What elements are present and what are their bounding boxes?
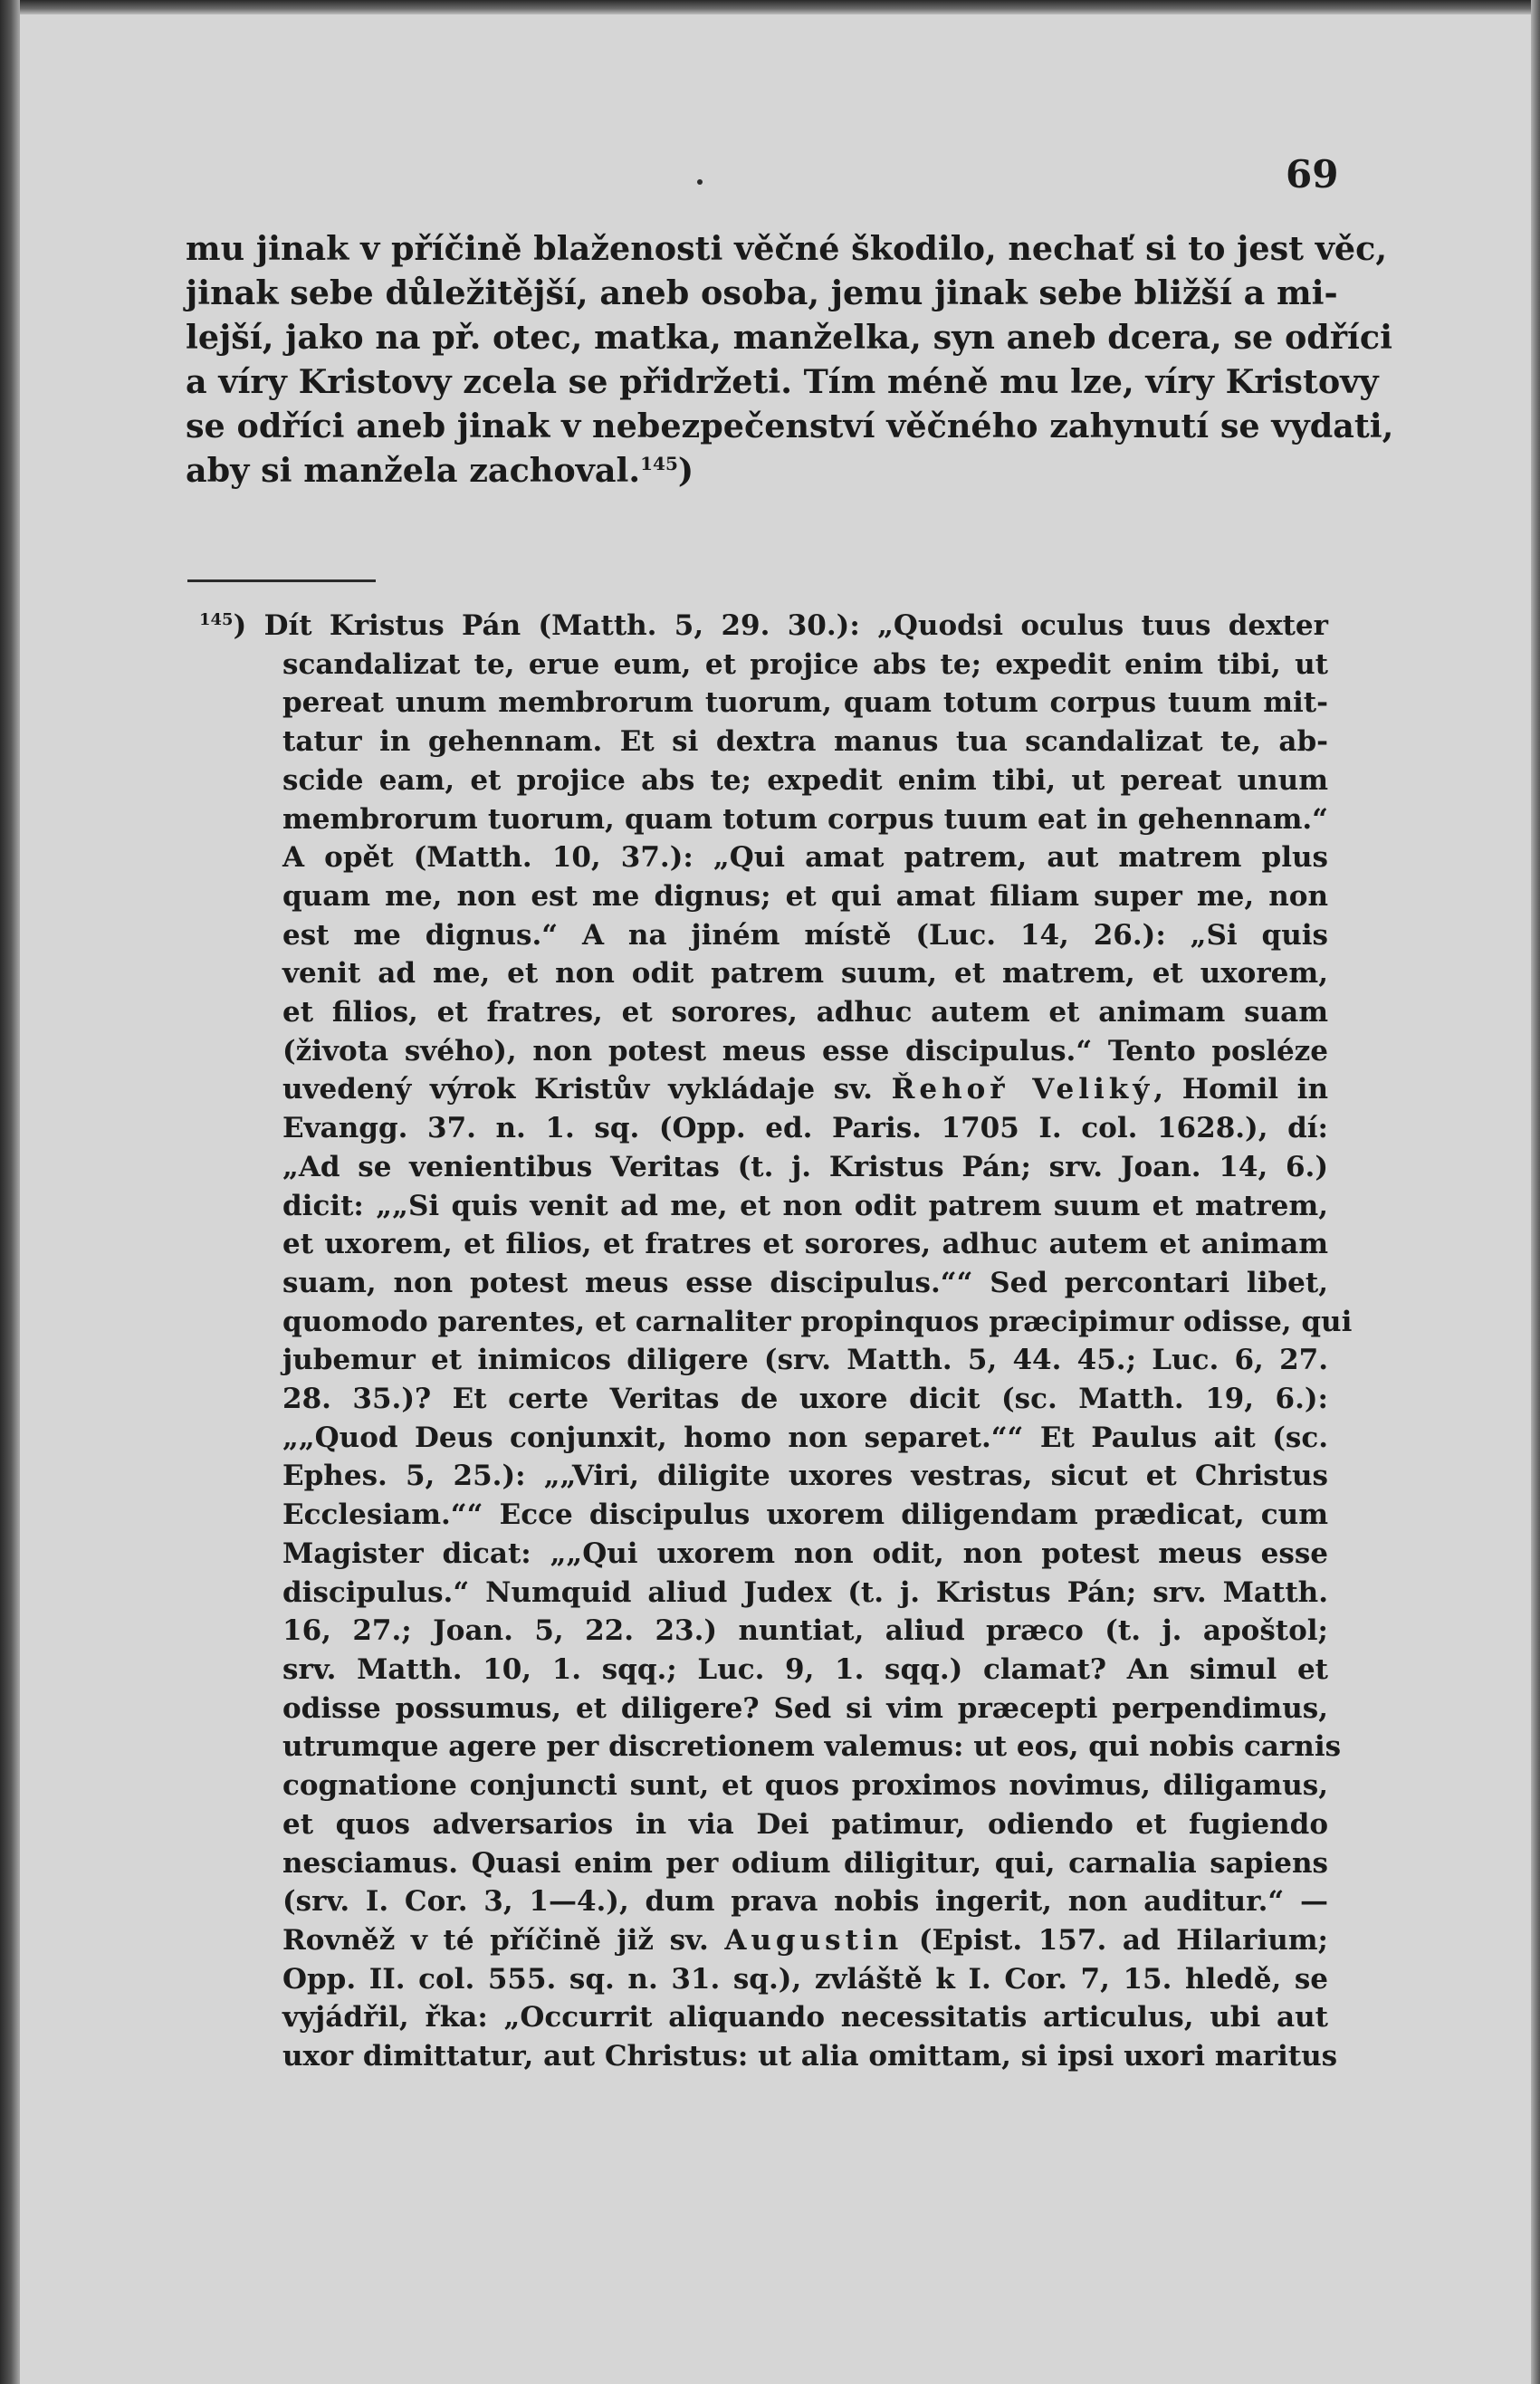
footnote-line: est me dignus.“ A na jiném místě (Luc. 14, 26.): „Si quis (282, 918, 1328, 952)
footnote-line: scandalizat te, erue eum, et projice abs te; expedit enim tibi, ut (282, 647, 1328, 681)
scan-edge-left (0, 0, 20, 2384)
page-number: 69 (1286, 152, 1339, 196)
footnote-reference-paren: ) (677, 451, 694, 490)
footnote-line: Evangg. 37. n. 1. sq. (Opp. ed. Paris. 1705 I. col. 1628.), dí: (282, 1112, 1328, 1145)
footnote-line: (srv. I. Cor. 3, 1—4.), dum prava nobis ingerit, non auditur.“ — (282, 1885, 1328, 1919)
footnote-marker: $^{145}$) (199, 609, 247, 642)
footnote-line: suam, non potest meus esse discipulus.““ Sed percontari libet, (282, 1266, 1328, 1299)
footnote-line: quam me, non est me dignus; et qui amat filiam super me, non (282, 879, 1328, 913)
footnote-line: nesciamus. Quasi enim per odium diligitur, qui, carnalia sapiens (282, 1846, 1328, 1880)
footnote-line: 16, 27.; Joan. 5, 22. 23.) nuntiat, aliud præco (t. j. apoštol; (282, 1614, 1328, 1648)
text-line: a víry Kristovy zcela se přidržeti. Tím méně mu lze, víry Kristovy (186, 362, 1379, 401)
text-line-content: aby si manžela zachoval. (186, 451, 641, 490)
footnote-reference: 145 (640, 453, 678, 474)
footnote-line: odisse possumus, et diligere? Sed si vim præcepti perpendimus, (282, 1691, 1328, 1725)
footnote-line: srv. Matth. 10, 1. sqq.; Luc. 9, 1. sqq.) clamat? An simul et (282, 1652, 1328, 1686)
footnote-line: (života svého), non potest meus esse discipulus.“ Tento posléze (282, 1034, 1328, 1068)
footnote-line: Opp. II. col. 555. sq. n. 31. sq.), zvláště k I. Cor. 7, 15. hledě, se (282, 1962, 1328, 1996)
footnote-line: jubemur et inimicos diligere (srv. Matth. 5, 44. 45.; Luc. 6, 27. (282, 1344, 1328, 1377)
footnote-line: et uxorem, et filios, et fratres et sorores, adhuc autem et animam (282, 1228, 1328, 1261)
footnote-line: et filios, et fratres, et sorores, adhuc autem et animam suam (282, 996, 1328, 1029)
spaced-name: Augustin (724, 1923, 904, 1957)
text-line (186, 448, 1331, 493)
footnote-line (199, 607, 1328, 646)
footnote-line: „„Quod Deus conjunxit, homo non separet.““ Et Paulus ait (sc. (282, 1421, 1328, 1454)
footnote-line: Ecclesiam.““ Ecce discipulus uxorem diligendam prædicat, cum (282, 1498, 1328, 1532)
page-speck (697, 179, 703, 185)
footnote-line: Magister dicat: „„Qui uxorem non odit, non potest meus esse (282, 1537, 1328, 1570)
footnote-line: A opět (Matth. 10, 37.): „Qui amat patrem, aut matrem plus (282, 841, 1328, 875)
footnote-line: cognatione conjuncti sunt, et quos proximos novimus, diligamus, (282, 1769, 1328, 1803)
footnote-line: pereat unum membrorum tuorum, quam totum corpus tuum mit- (282, 686, 1328, 720)
footnote-line: „Ad se venientibus Veritas (t. j. Kristus Pán; srv. Joan. 14, 6.) (282, 1150, 1328, 1183)
footnote-line: uxor dimittatur, aut Christus: ut alia omittam, si ipsi uxori maritus (282, 2040, 1338, 2073)
text-line: mu jinak v příčině blaženosti věčné škodilo, nechať si to jest věc, (186, 229, 1388, 268)
footnote (199, 607, 1353, 2076)
footnote-line: utrumque agere per discretionem valemus: ut eos, qui nobis carnis (282, 1730, 1342, 1764)
footnote-separator (187, 579, 376, 582)
scan-edge-top (0, 0, 1540, 14)
footnote-line: tatur in gehennam. Et si dextra manus tua scandalizat te, ab- (282, 725, 1328, 759)
main-paragraph (186, 226, 1394, 493)
spaced-name: Řehoř Veliký (891, 1073, 1154, 1106)
scan-edge-right (1531, 0, 1540, 2384)
footnote-line-content: Dít Kristus Pán (Matth. 5, 29. 30.): „Quodsi oculus tuus dexter (246, 609, 1328, 642)
footnote-line: vyjádřil, řka: „Occurrit aliquando necessitatis articulus, ubi aut (282, 2001, 1328, 2035)
footnote-line: discipulus.“ Numquid aliud Judex (t. j. Kristus Pán; srv. Matth. (282, 1575, 1328, 1609)
footnote-line: et quos adversarios in via Dei patimur, odiendo et fugiendo (282, 1807, 1328, 1841)
footnote-line: scide eam, et projice abs te; expedit enim tibi, ut pereat unum (282, 763, 1328, 797)
footnote-line: Ephes. 5, 25.): „„Viri, diligite uxores vestras, sicut et Christus (282, 1460, 1328, 1493)
footnote-line: quomodo parentes, et carnaliter propinquos præcipimur odisse, qui (282, 1305, 1353, 1338)
footnote-line: membrorum tuorum, quam totum corpus tuum eat in gehennam.“ (282, 802, 1328, 836)
text-line: se odříci aneb jinak v nebezpečenství věčného zahynutí se vydati, (186, 407, 1394, 445)
text-line: jinak sebe důležitější, aneb osoba, jemu jinak sebe bližší a mi- (186, 273, 1338, 312)
footnote-line: uvedený výrok Kristův vykládaje sv. Řehoř Veliký, Homil in (282, 1073, 1328, 1106)
footnote-line: Rovněž v té příčině již sv. Augustin (Epist. 157. ad Hilarium; (282, 1923, 1328, 1957)
footnote-line: dicit: „„Si quis venit ad me, et non odit patrem suum et matrem, (282, 1189, 1328, 1222)
footnote-line: 28. 35.)? Et certe Veritas de uxore dicit (sc. Matth. 19, 6.): (282, 1383, 1328, 1416)
footnote-line: venit ad me, et non odit patrem suum, et matrem, et uxorem, (282, 957, 1328, 991)
text-line: lejší, jako na př. otec, matka, manželka, syn aneb dcera, se odříci (186, 318, 1392, 357)
